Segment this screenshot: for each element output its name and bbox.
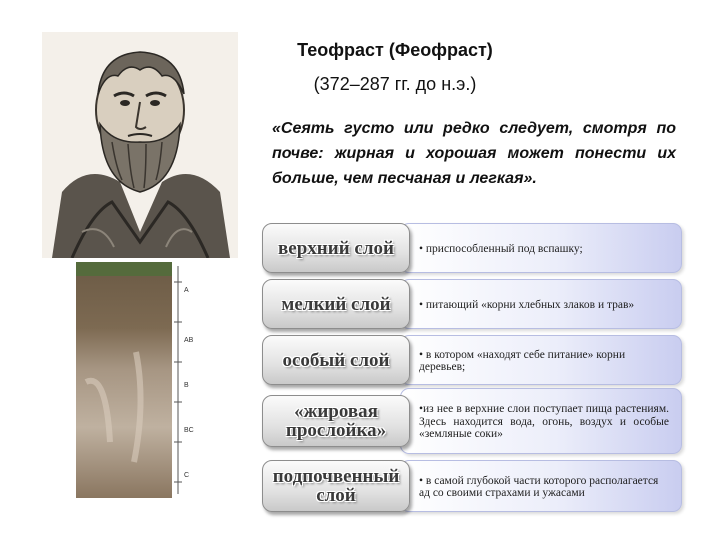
- layer-description: • питающий «корни хлебных злаков и трав»: [400, 279, 682, 329]
- soil-mark: A: [184, 287, 189, 294]
- soil-mark: B: [184, 382, 189, 389]
- layer-label: «жировая прослойка»: [262, 395, 410, 447]
- layer-row-fatty: [262, 388, 682, 454]
- layer-description: • в самой глубокой части которого располагается ад со своими страхами и ужасами: [400, 460, 682, 512]
- slide-title: Теофраст (Феофраст): [297, 40, 493, 60]
- soil-mark: BC: [184, 427, 194, 434]
- theophrastus-portrait: [42, 32, 238, 258]
- theophrastus-quote: «Сеять густо или редко следует, смотря по почве: жирная и хорошая может понести их больше, чем песчаная и легкая».: [272, 120, 676, 187]
- layer-label: верхний слой: [262, 223, 410, 273]
- layer-description: • в котором «находят себе питание» корни деревьев;: [400, 335, 682, 385]
- layer-description: • приспособленный под вспашку;: [400, 223, 682, 273]
- soil-mark: AB: [184, 337, 194, 344]
- slide-subtitle: (372–287 гг. до н.э.): [313, 74, 477, 94]
- layer-label: мелкий слой: [262, 279, 410, 329]
- layer-row-special: [262, 335, 682, 385]
- layer-row-subsoil: [262, 460, 682, 512]
- layer-row-shallow: [262, 279, 682, 329]
- layer-label: особый слой: [262, 335, 410, 385]
- layer-row-topsoil: [262, 223, 682, 273]
- soil-mark: C: [184, 472, 190, 479]
- layer-description: •из нее в верхние слои поступает пища растениям. Здесь находится вода, огонь, воздух и особые «земляные соки»: [400, 388, 682, 454]
- layer-label: подпочвенный слой: [262, 460, 410, 512]
- soil-profile-photo: [76, 262, 200, 498]
